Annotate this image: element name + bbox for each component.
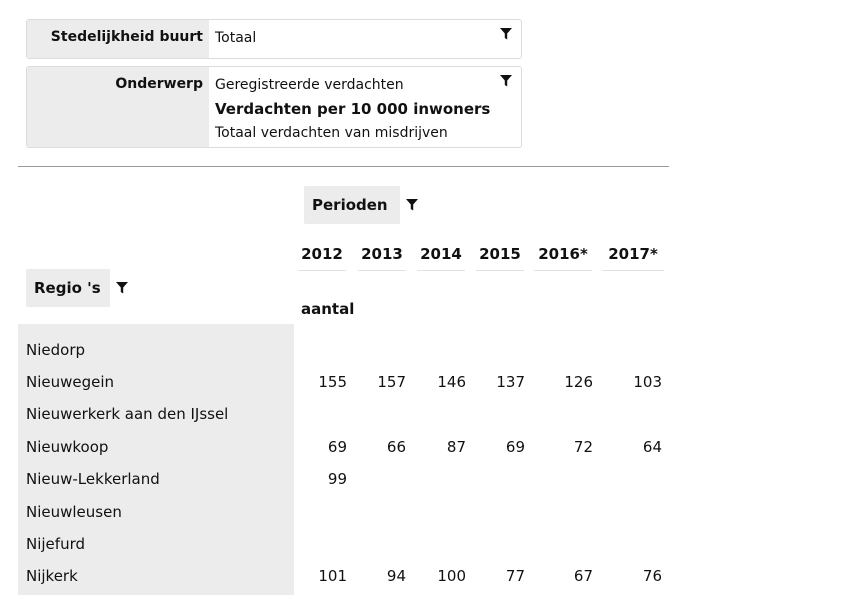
table-cell: 94	[386, 567, 406, 585]
table-cell: 66	[386, 438, 406, 456]
unit-label: aantal	[301, 300, 355, 318]
row-label: Nieuw-Lekkerland	[26, 470, 160, 488]
table-cell: 69	[505, 438, 525, 456]
table-cell: 64	[642, 438, 662, 456]
header-underline	[358, 270, 406, 271]
onderwerp-option[interactable]: Geregistreerde verdachten	[215, 77, 404, 93]
table-cell: 72	[573, 438, 593, 456]
divider	[18, 166, 669, 167]
year-header: 2014	[420, 245, 462, 263]
year-header: 2012	[301, 245, 343, 263]
funnel-filter-icon[interactable]	[400, 186, 424, 224]
onderwerp-option-selected[interactable]: Verdachten per 10 000 inwoners	[215, 100, 491, 118]
year-header: 2015	[479, 245, 521, 263]
filter-stedelijkheid[interactable]	[26, 19, 522, 59]
onderwerp-option[interactable]: Totaal verdachten van misdrijven	[215, 125, 448, 141]
filter-onderwerp[interactable]	[26, 66, 522, 148]
row-label: Nieuwkoop	[26, 438, 109, 456]
header-underline	[476, 270, 524, 271]
row-label: Nijefurd	[26, 535, 85, 553]
year-header: 2013	[361, 245, 403, 263]
header-underline	[534, 270, 592, 271]
perioden-pivot-button[interactable]	[304, 186, 424, 224]
table-cell: 87	[446, 438, 466, 456]
table-cell: 99	[327, 470, 347, 488]
table-cell: 137	[496, 373, 525, 391]
perioden-label: Perioden	[312, 196, 388, 214]
table-cell: 69	[327, 438, 347, 456]
row-label: Nieuwerkerk aan den IJssel	[26, 405, 229, 423]
funnel-filter-icon[interactable]	[110, 269, 134, 307]
table-cell: 77	[505, 567, 525, 585]
row-label: Nijkerk	[26, 567, 78, 585]
year-header: 2017*	[608, 245, 658, 263]
table-cell: 100	[437, 567, 466, 585]
table-cell: 101	[318, 567, 347, 585]
header-underline	[298, 270, 346, 271]
filter-stedelijkheid-value[interactable]: Totaal	[215, 30, 257, 46]
table-cell: 103	[633, 373, 662, 391]
regios-label: Regio 's	[34, 279, 101, 297]
header-underline	[602, 270, 664, 271]
header-underline	[417, 270, 465, 271]
filter-onderwerp-label: Onderwerp	[27, 67, 209, 147]
row-label: Nieuwleusen	[26, 503, 122, 521]
table-cell: 67	[573, 567, 593, 585]
table-cell: 76	[642, 567, 662, 585]
funnel-filter-icon[interactable]	[499, 74, 513, 88]
funnel-filter-icon[interactable]	[499, 27, 513, 41]
table-cell: 146	[437, 373, 466, 391]
table-cell: 126	[564, 373, 593, 391]
row-label: Nieuwegein	[26, 373, 115, 391]
table-cell: 157	[377, 373, 406, 391]
regios-pivot-button[interactable]	[26, 269, 134, 307]
table-cell: 155	[318, 373, 347, 391]
row-header-panel	[18, 324, 294, 595]
filter-stedelijkheid-label: Stedelijkheid buurt	[27, 20, 209, 58]
row-label: Niedorp	[26, 341, 86, 359]
year-header: 2016*	[538, 245, 588, 263]
